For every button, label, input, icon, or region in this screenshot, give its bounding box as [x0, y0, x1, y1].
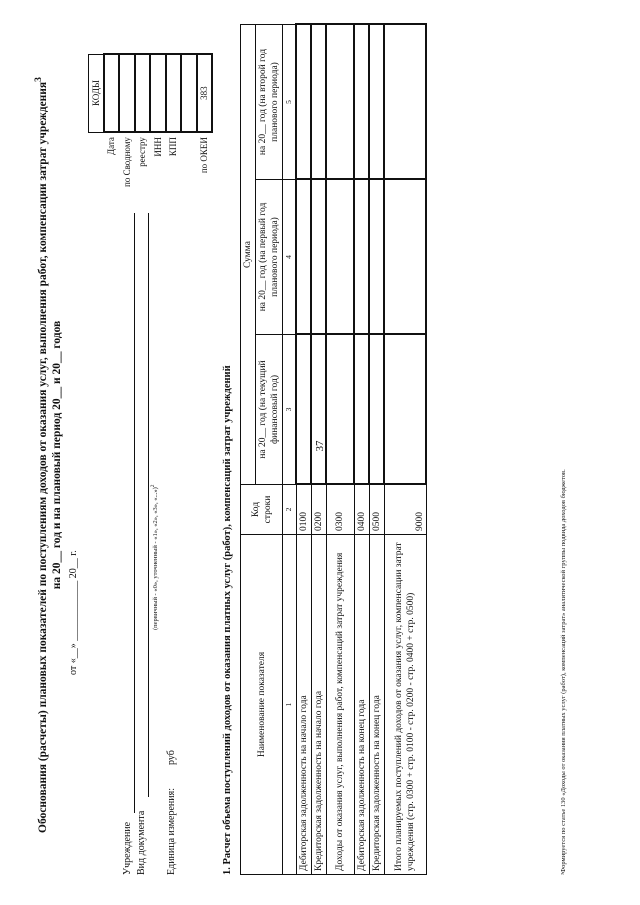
institution-underline: [134, 213, 135, 813]
value-cell[interactable]: [384, 24, 426, 179]
value-cell[interactable]: [354, 180, 369, 335]
codes-value-blank: [181, 54, 197, 132]
value-cell[interactable]: [311, 180, 326, 335]
row-name: Кредиторская задолженность на конец года: [369, 535, 384, 875]
codes-value-date: [104, 54, 120, 132]
header-first-plan-year: на 20__ год (на первый год планового периода): [256, 180, 283, 335]
value-cell[interactable]: [384, 180, 426, 335]
table-row: [354, 24, 369, 874]
value-cell[interactable]: [369, 335, 384, 485]
revenue-table: [240, 23, 427, 875]
value-cell[interactable]: [326, 24, 354, 179]
doc-type-label: Вид документа: [136, 810, 147, 875]
header-current-year: на 20__ год (на текущий финансовый год): [256, 335, 283, 485]
header-sum: Сумма: [241, 24, 256, 484]
value-cell[interactable]: [311, 335, 326, 485]
row-code: 0400: [354, 485, 369, 535]
row-code: 0500: [369, 485, 384, 535]
doc-type-underline: [148, 213, 149, 797]
row-name: Доходы от оказания услуг, выполнения работ, компенсаций затрат учреждения: [326, 535, 354, 875]
table-row: [369, 24, 384, 874]
institution-label: Учреждение: [122, 821, 133, 875]
value-cell[interactable]: [326, 335, 354, 485]
table-row: [326, 24, 354, 874]
column-number: 3: [283, 335, 297, 485]
codes-label-blank: [181, 132, 197, 190]
value-cell[interactable]: [296, 335, 311, 485]
codes-label-date: Дата: [106, 137, 117, 156]
column-number: 1: [283, 535, 297, 875]
row-code: 0200: [311, 485, 326, 535]
codes-value-okei: 383: [197, 54, 213, 132]
table-row: [296, 24, 311, 874]
codes-label-inn: ИНН: [152, 137, 163, 157]
unit-label: Единица измерения:: [166, 788, 177, 875]
value-cell[interactable]: [311, 24, 326, 179]
header-row-code: Код строки: [241, 485, 283, 535]
codes-value-kpp: [166, 54, 182, 132]
codes-value-inn: [150, 54, 166, 132]
row-name: Дебиторская задолженность на начало года: [296, 535, 311, 875]
row-code: 0300: [326, 485, 354, 535]
title-footnote-mark: 3: [33, 77, 44, 82]
column-number: 5: [283, 24, 297, 179]
codes-label-registry-2: реестру: [137, 137, 148, 167]
unit-value: руб: [166, 750, 177, 765]
value-cell[interactable]: [369, 180, 384, 335]
column-number: 2: [283, 485, 297, 535]
codes-value-registry-2: [135, 54, 151, 132]
document-title: [32, 35, 64, 875]
section-title: 1. Расчет объема поступлений доходов от оказания платных услуг (работ), компенсаций затрат учреждений: [222, 365, 233, 875]
column-number: 4: [283, 180, 297, 335]
row-name: Итого планируемых поступлений доходов от оказания услуг, компенсации затрат учреждения (стр. 0300 + стр. 0100 - стр. 0200 - стр. 0400 + стр. 0500): [384, 535, 426, 875]
page-number: 37: [314, 440, 326, 452]
codes-value-registry: [119, 54, 135, 132]
codes-header: КОДЫ: [89, 54, 104, 132]
header-second-plan-year: на 20__ год (на второй год планового периода): [256, 24, 283, 179]
table-row: [311, 24, 326, 874]
title-line-2: на 20__ год и на плановый период 20__ и 20__ годов: [50, 320, 63, 590]
row-name: Дебиторская задолженность на конец года: [354, 535, 369, 875]
codes-label-registry: по Сводному: [121, 137, 132, 187]
doc-type-hint: (первичный - «0», уточненный - «1», «2», «3», «...»)$^2$: [150, 484, 160, 630]
value-cell[interactable]: [354, 335, 369, 485]
value-cell[interactable]: [384, 335, 426, 485]
value-cell[interactable]: [354, 24, 369, 179]
row-code: 9000: [384, 485, 426, 535]
header-indicator-name: Наименование показателя: [241, 535, 283, 875]
value-cell[interactable]: [296, 180, 311, 335]
codes-label-okei: по ОКЕИ: [199, 137, 210, 174]
value-cell[interactable]: [296, 24, 311, 179]
row-name: Кредиторская задолженность на начало года: [311, 535, 326, 875]
row-code: 0100: [296, 485, 311, 535]
value-cell[interactable]: [369, 24, 384, 179]
title-line-1: Обоснования (расчеты) плановых показателей по поступлениям доходов от оказания услуг, выполнения работ, компенсации затрат учреждения: [36, 81, 49, 833]
date-line: от «__» ____________ 20__ г.: [68, 550, 79, 675]
codes-box: [88, 53, 213, 190]
value-cell[interactable]: [326, 180, 354, 335]
codes-label-kpp: КПП: [168, 137, 179, 157]
table-row: [384, 24, 426, 874]
footnote: ³Формируется по статье 130 «Доходы от оказания платных услуг (работ), компенсаций затрат» аналитической группы подвида доходов бюджетов.: [560, 469, 567, 875]
